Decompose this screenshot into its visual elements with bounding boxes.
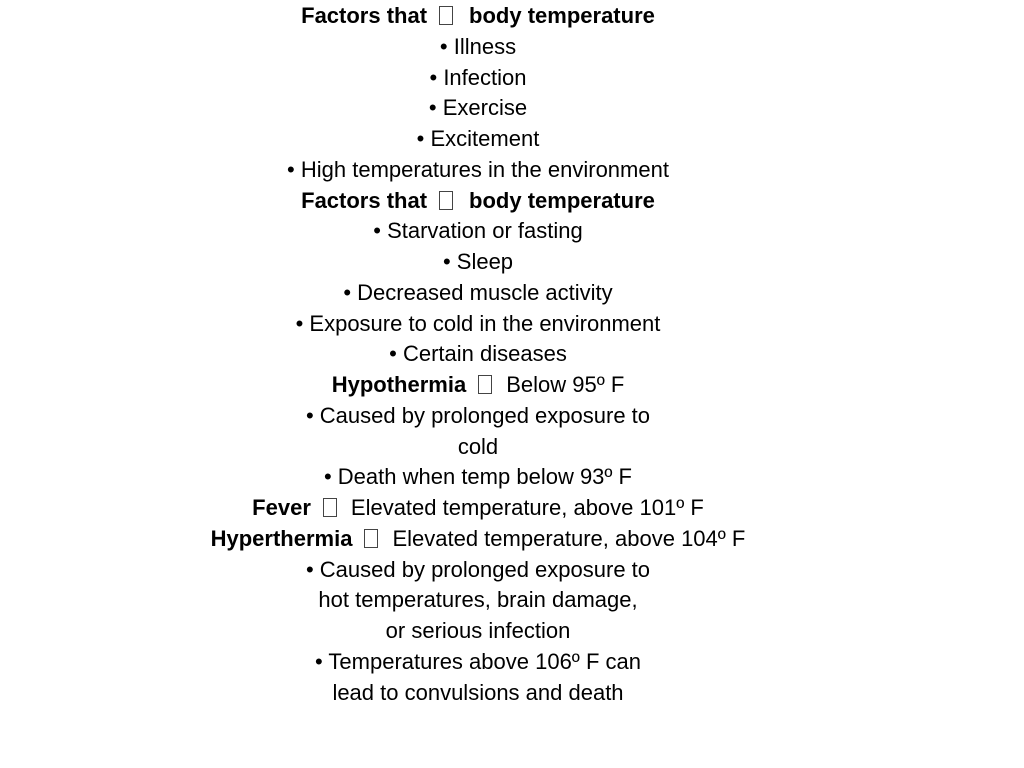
- decrease-heading-tail: body temperature: [469, 187, 655, 213]
- list-item: • High temperatures in the environment: [287, 156, 669, 182]
- list-item: • Caused by prolonged exposure to: [305, 556, 651, 582]
- decrease-factors-heading: [0, 186, 956, 217]
- hyperthermia-term: Hyperthermia: [210, 525, 353, 551]
- list-item: • Certain diseases: [389, 341, 567, 367]
- list-item: • Caused by prolonged exposure to: [305, 402, 651, 428]
- fever-term: Fever: [252, 495, 311, 520]
- list-item: • Exposure to cold in the environment: [295, 310, 661, 336]
- list-item: • Decreased muscle activity: [343, 279, 613, 305]
- missing-arrow-icon: [323, 498, 337, 517]
- list-item: • Illness: [439, 33, 517, 59]
- increase-heading-lead: Factors that: [301, 3, 428, 28]
- list-item: • Death when temp below 93º F: [323, 464, 632, 490]
- increase-factors-heading: [0, 1, 956, 32]
- hypothermia-definition: [0, 370, 956, 401]
- decrease-heading-lead: Factors that: [301, 187, 428, 213]
- hyperthermia-text: Elevated temperature, above 104º F: [392, 525, 746, 551]
- increase-heading-tail: body temperature: [469, 3, 655, 28]
- list-item-continuation: cold: [457, 433, 499, 459]
- hypothermia-text: Below 95º F: [506, 372, 625, 397]
- hypothermia-term: Hypothermia: [331, 372, 467, 397]
- fever-definition: [0, 493, 956, 524]
- list-item: • Starvation or fasting: [373, 218, 583, 244]
- list-item-continuation: hot temperatures, brain damage,: [318, 587, 638, 613]
- missing-arrow-icon: [364, 529, 378, 548]
- list-item: • Temperatures above 106º F can: [315, 648, 641, 674]
- missing-arrow-down-icon: [439, 191, 453, 210]
- missing-arrow-icon: [478, 375, 492, 394]
- hyperthermia-definition: [0, 524, 956, 555]
- list-item: • Excitement: [416, 126, 540, 151]
- list-item-continuation: or serious infection: [385, 618, 571, 643]
- missing-arrow-up-icon: [439, 6, 453, 25]
- list-item: • Sleep: [442, 249, 514, 274]
- list-item: • Exercise: [428, 95, 528, 121]
- document-body: [0, 1, 956, 708]
- list-item-continuation: lead to convulsions and death: [332, 679, 624, 705]
- list-item: • Infection: [429, 64, 527, 90]
- fever-text: Elevated temperature, above 101º F: [350, 495, 704, 520]
